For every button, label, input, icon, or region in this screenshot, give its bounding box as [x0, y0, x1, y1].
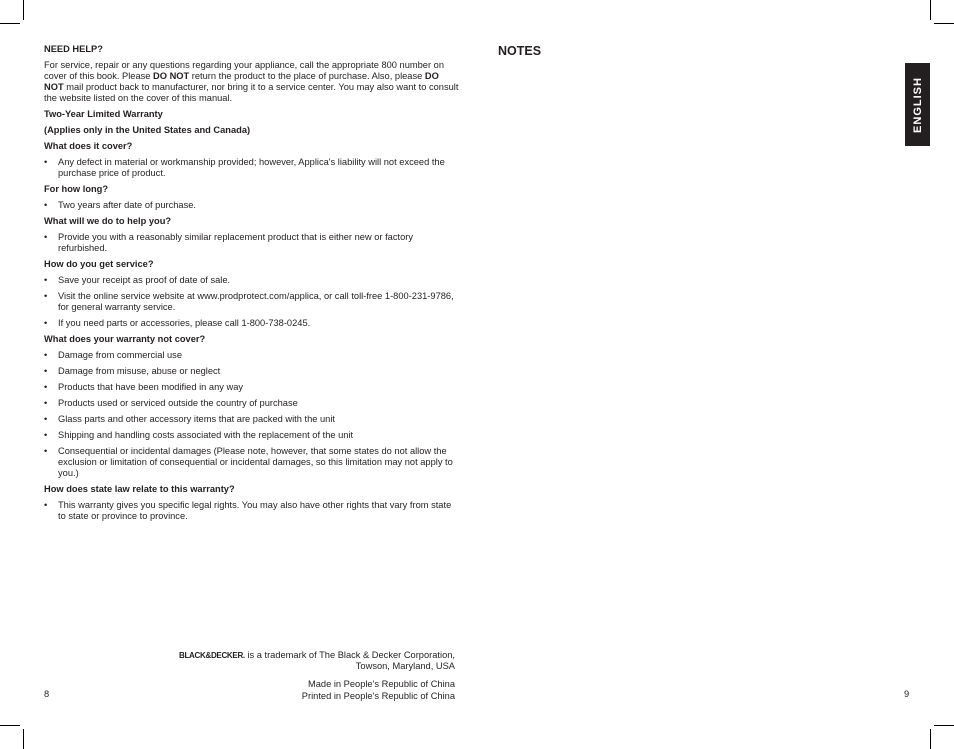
crop-mark — [934, 23, 954, 24]
cover-question: What does it cover? — [44, 141, 133, 151]
state-law-question: How does state law relate to this warranty? — [44, 484, 235, 494]
warranty-page — [44, 44, 459, 527]
list-item: • Shipping and handling costs associated with the replacement of the unit — [44, 430, 354, 440]
made-in: Made in People's Republic of China — [308, 679, 455, 689]
list-item: • If you need parts or accessories, please call 1-800-738-0245. — [44, 318, 311, 328]
origin-notice — [302, 678, 455, 702]
list-item: • Visit the online service website at www.prodprotect.com/applica, or call toll-free 1-800-231-9786, for general warranty service. — [44, 291, 454, 312]
need-help-text: For service, repair or any questions regarding your appliance, call the appropriate 800 number on cover of this book. Please DO NOT return the product to the place of purchase. Also, please DO NOT mail product back to manufacturer, nor bring it to a service center. You may also want to consult the website listed on the cover of this manual. — [44, 60, 459, 103]
crop-mark — [934, 725, 954, 726]
applies-heading: (Applies only in the United States and Canada) — [44, 125, 251, 135]
crop-mark — [0, 23, 20, 24]
black-decker-logo: BLACK&DECKER. — [178, 651, 245, 660]
list-item: • Save your receipt as proof of date of sale. — [44, 275, 231, 285]
help-question: What will we do to help you? — [44, 216, 172, 226]
crop-mark — [930, 0, 931, 20]
list-item: • Damage from commercial use — [44, 350, 182, 360]
list-item: • Products that have been modified in any way — [44, 382, 244, 392]
list-item: • This warranty gives you specific legal rights. You may also have other rights that vary from state to state or province to province. — [44, 500, 452, 521]
notes-heading: NOTES — [498, 44, 542, 58]
language-tab — [905, 63, 930, 146]
crop-mark — [23, 0, 24, 20]
long-question: For how long? — [44, 184, 109, 194]
not-cover-question: What does your warranty not cover? — [44, 334, 206, 344]
printed-in: Printed in People's Republic of China — [301, 691, 455, 701]
list-item: • Products used or serviced outside the country of purchase — [44, 398, 298, 408]
crop-mark — [930, 729, 931, 749]
warranty-heading: Two-Year Limited Warranty — [44, 109, 163, 119]
trademark-notice: BLACK&DECKER. is a trademark of The Black & Decker Corporation, Towson, Maryland, USA — [178, 650, 455, 671]
page-number-right: 9 — [904, 689, 910, 699]
list-item: • Damage from misuse, abuse or neglect — [44, 366, 221, 376]
crop-mark — [0, 725, 20, 726]
language-tab-label: ENGLISH — [911, 76, 924, 133]
list-item: • Consequential or incidental damages (Please note, however, that some states do not allow the exclusion or limitation of consequential or incidental damages, so this limitation may not apply to you.) — [44, 446, 453, 478]
page-number-left: 8 — [44, 689, 50, 699]
list-item: • Two years after date of purchase. — [44, 200, 196, 210]
crop-mark — [23, 729, 24, 749]
list-item: • Provide you with a reasonably similar replacement product that is either new or factory refurbished. — [44, 232, 413, 253]
list-item: • Any defect in material or workmanship provided; however, Applica's liability will not exceed the purchase price of product. — [44, 157, 445, 178]
list-item: • Glass parts and other accessory items that are packed with the unit — [44, 414, 335, 424]
service-question: How do you get service? — [44, 259, 154, 269]
need-help-heading: NEED HELP? — [44, 44, 103, 54]
